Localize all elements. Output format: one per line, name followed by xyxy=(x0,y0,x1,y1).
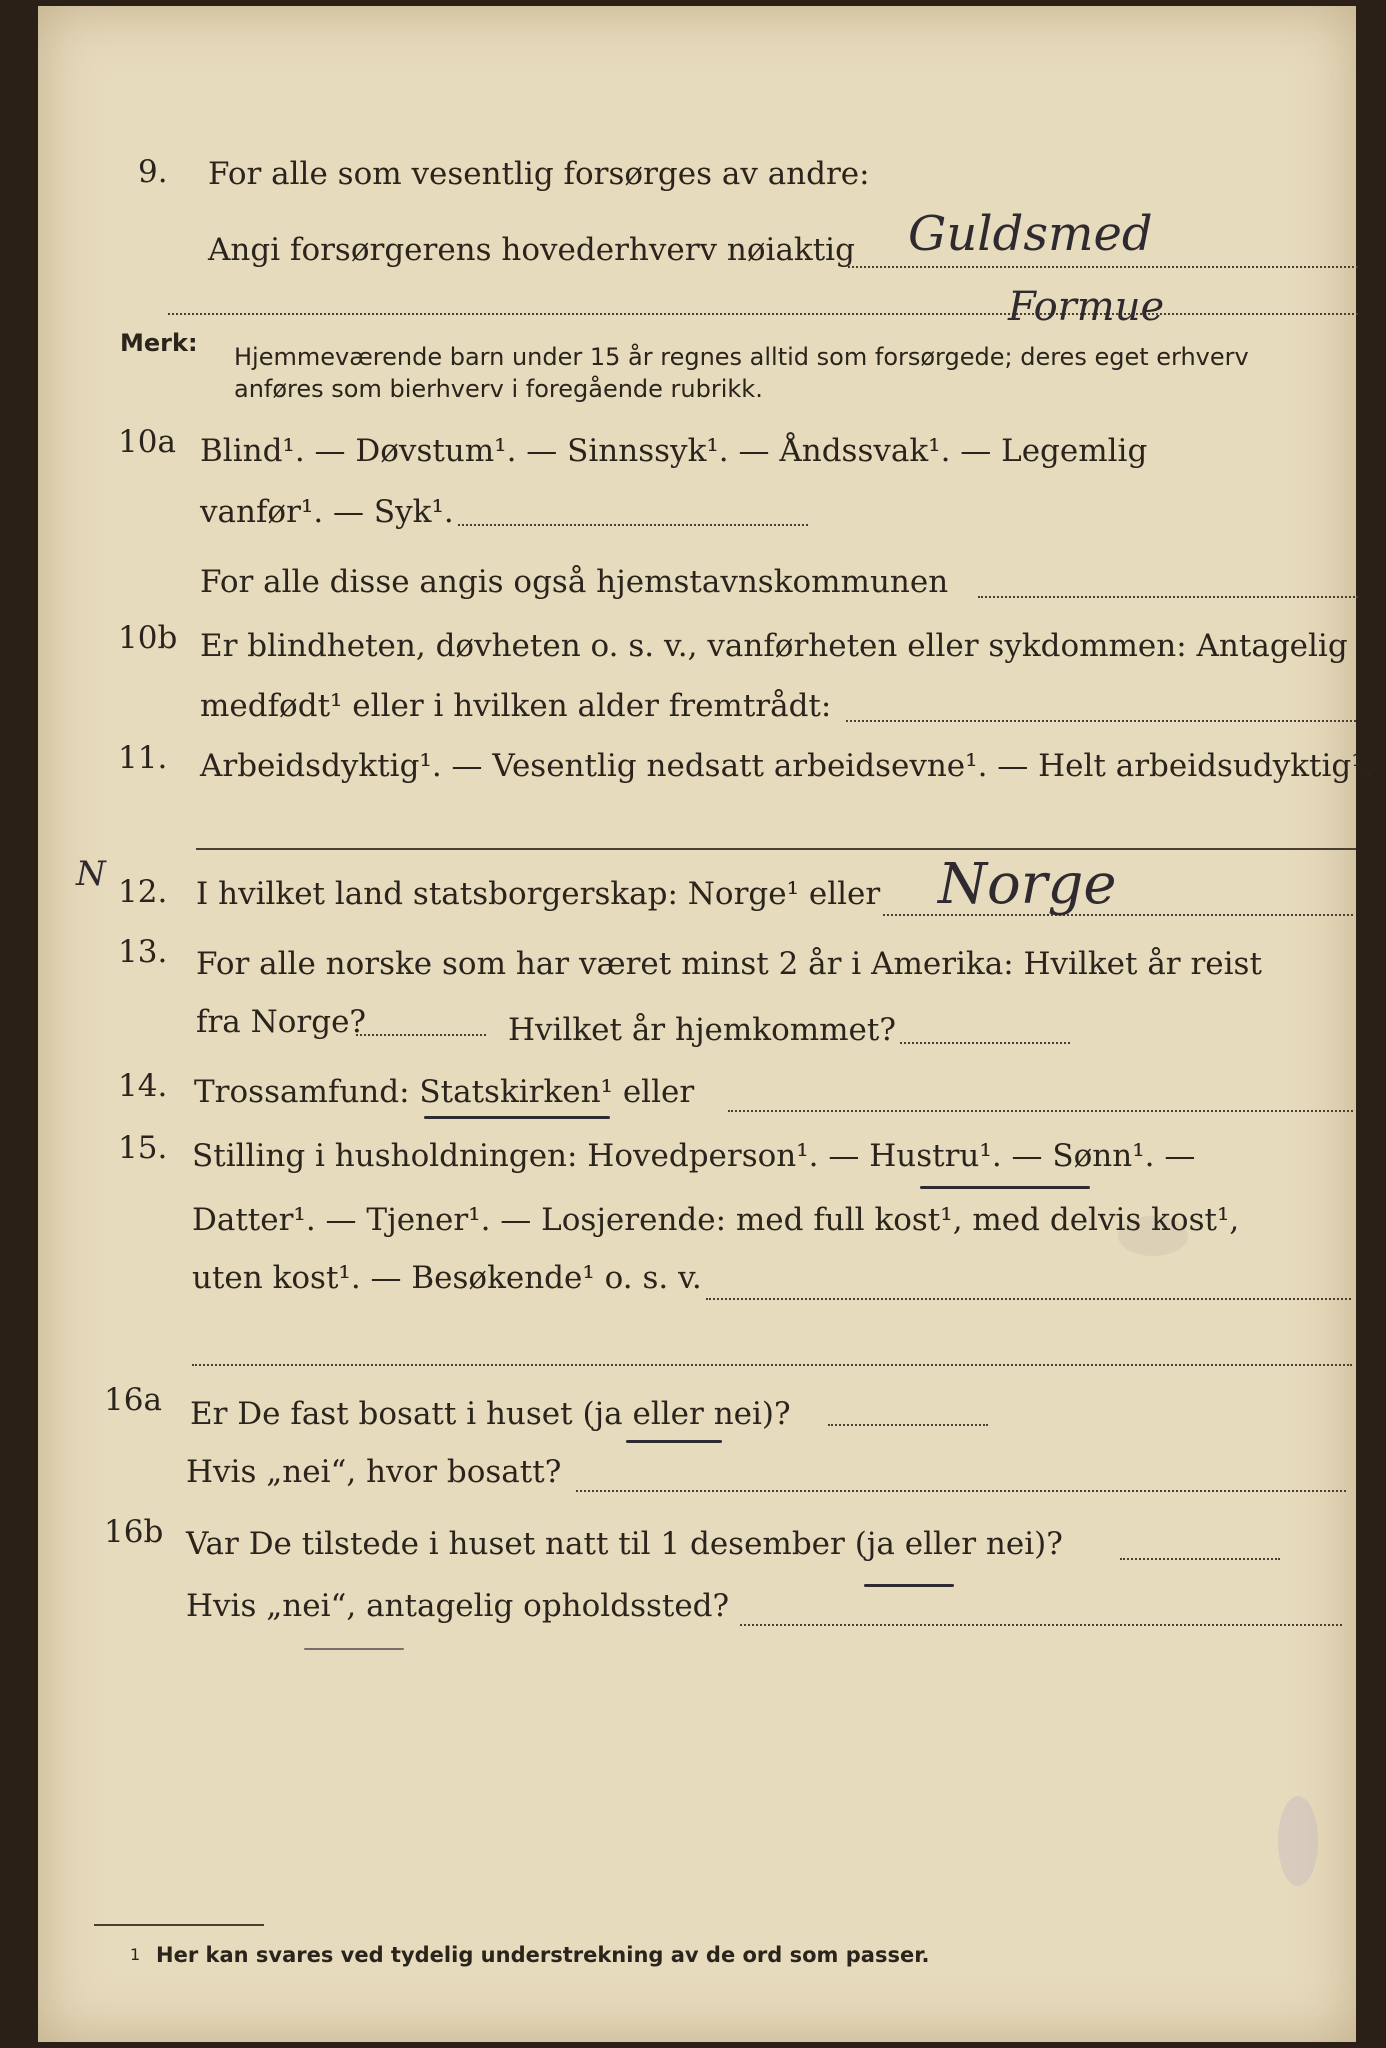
question-text: Er blindheten, døvheten o. s. v., vanførheten eller sykdommen: Antagelig xyxy=(200,628,1348,664)
question-number: 10a xyxy=(118,424,176,460)
question-text: Hvis „nei“, hvor bosatt? xyxy=(186,1454,562,1490)
footnote-marker: 1 xyxy=(130,1945,141,1964)
answer-line xyxy=(458,524,808,526)
question-number: 11. xyxy=(118,740,168,776)
handwritten-underline xyxy=(424,1116,610,1119)
answer-line xyxy=(728,1110,1353,1112)
question-text: I hvilket land statsborgerskap: Norge¹ eller xyxy=(196,876,881,912)
question-text: Hvis „nei“, antagelig opholdssted? xyxy=(186,1588,730,1624)
footnote-text: Her kan svares ved tydelig understrekning av de ord som passer. xyxy=(156,1943,930,1967)
answer-line xyxy=(706,1298,1351,1300)
handwritten-answer: Norge xyxy=(938,852,1117,917)
answer-line xyxy=(576,1490,1346,1492)
answer-line xyxy=(978,596,1358,598)
question-number: 13. xyxy=(118,934,168,970)
note-label: Merk: xyxy=(120,329,198,357)
paper-stain xyxy=(1278,1796,1318,1886)
question-text: For alle som vesentlig forsørges av andre: xyxy=(208,156,870,192)
note-text: anføres som bierhverv i foregående rubrikk. xyxy=(234,375,763,403)
answer-line xyxy=(740,1624,1342,1626)
question-number: 15. xyxy=(118,1130,168,1166)
question-text: For alle norske som har været minst 2 år i Amerika: Hvilket år reist xyxy=(196,946,1262,982)
section-divider xyxy=(196,848,1356,850)
question-text: Blind¹. — Døvstum¹. — Sinnssyk¹. — Åndssvak¹. — Legemlig xyxy=(200,433,1148,469)
question-number: 10b xyxy=(118,620,178,656)
note-text: Hjemmeværende barn under 15 år regnes alltid som forsørgede; deres eget erhverv xyxy=(234,343,1249,371)
handwritten-answer: Guldsmed xyxy=(908,206,1153,262)
question-number: 14. xyxy=(118,1068,168,1104)
question-text: Arbeidsdyktig¹. — Vesentlig nedsatt arbeidsevne¹. — Helt arbeidsudyktig¹. xyxy=(200,748,1374,784)
handwritten-underline xyxy=(626,1440,722,1443)
question-text: vanfør¹. — Syk¹. xyxy=(200,494,454,530)
answer-line xyxy=(846,720,1356,722)
question-text: fra Norge? xyxy=(196,1004,367,1040)
question-text: For alle disse angis også hjemstavnskommunen xyxy=(200,564,949,600)
answer-line xyxy=(356,1034,486,1036)
question-text: Stilling i husholdningen: Hovedperson¹. — Hustru¹. — Sønn¹. — xyxy=(192,1138,1196,1174)
question-text: Angi forsørgerens hovederhverv nøiaktig xyxy=(208,232,855,268)
question-text: Var De tilstede i huset natt til 1 desember (ja eller nei)? xyxy=(186,1526,1063,1562)
question-number: 9. xyxy=(138,154,168,190)
answer-line xyxy=(1120,1558,1280,1560)
census-form-page xyxy=(38,6,1374,2042)
handwritten-underline xyxy=(920,1186,1090,1189)
question-text: medfødt¹ eller i hvilken alder fremtrådt: xyxy=(200,688,832,724)
question-text: uten kost¹. — Besøkende¹ o. s. v. xyxy=(192,1260,702,1296)
handwritten-underline xyxy=(304,1648,404,1650)
answer-line xyxy=(192,1364,1352,1366)
margin-mark: N xyxy=(76,854,106,894)
answer-line xyxy=(900,1042,1070,1044)
question-number: 16a xyxy=(104,1382,162,1418)
handwritten-answer: Formue xyxy=(1008,284,1165,330)
footnote-rule xyxy=(94,1924,264,1926)
answer-line xyxy=(848,266,1358,268)
question-text: Hvilket år hjemkommet? xyxy=(508,1012,896,1048)
handwritten-underline xyxy=(864,1584,954,1587)
question-text: Er De fast bosatt i huset (ja eller nei)? xyxy=(190,1396,791,1432)
answer-line xyxy=(828,1424,988,1426)
question-number: 16b xyxy=(104,1514,164,1550)
question-number: 12. xyxy=(118,874,168,910)
question-text: Datter¹. — Tjener¹. — Losjerende: med full kost¹, med delvis kost¹, xyxy=(192,1202,1240,1238)
answer-line xyxy=(168,313,1358,315)
question-text: Trossamfund: Statskirken¹ eller xyxy=(194,1074,695,1110)
